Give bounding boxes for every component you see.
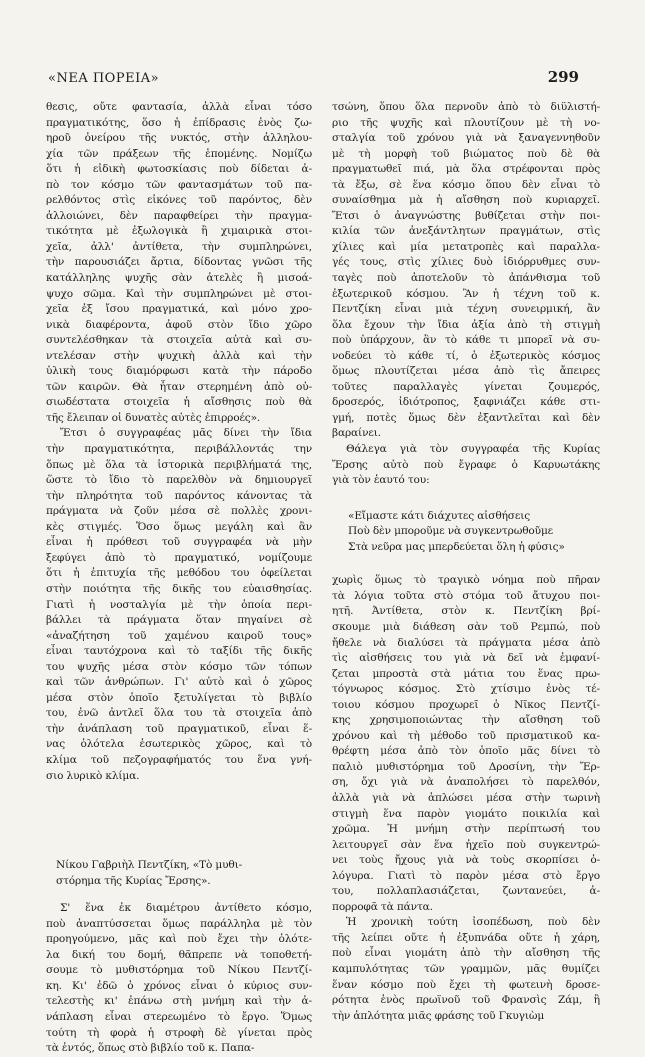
text-line: ὑλικὴ τους διαμόρφωσι κατὰ τὴν πάροδο — [46, 365, 312, 378]
text-line: σιωδέστατα στοιχεῖα ἡ αἴσθησις ποὺ θὰ — [46, 396, 312, 409]
text-line: σταλγία τοῦ χρόνου γιὰ νὰ ξαναγεννηθοῦν — [332, 132, 600, 145]
text-line: ὅτι ἡ ἐπιτυχία τῆς μεθόδου του ὀφείλεται — [46, 567, 312, 580]
text-line: χρῶμα. Ἡ μνήμη στὴν περίπτωσή του — [332, 823, 600, 836]
text-line: τὴν πληρότητα τοῦ παρόντος κάνοντας τὰ — [46, 489, 312, 502]
text-line: θρέφτη μέσα ἀπὸ τὸν ὁποῖο μᾶς δίνει τὸ — [332, 745, 600, 758]
right-column — [332, 100, 600, 1024]
text-line: σκουμε μιὰ διάθεση σὰν τοῦ Ρεμπώ, ποὺ — [332, 620, 600, 633]
text-line: εἶναι ταυτόχρονα καὶ τὸ ταξίδι τῆς δικῆς — [46, 645, 312, 658]
review-title-line-1: Νίκου Γαβριὴλ Πεντζίκη, «Τὸ μυθι- — [56, 859, 243, 872]
left-paragraph-2 — [46, 426, 312, 784]
text-line: Γιατὶ ἡ νοσταλγία μὲ τὴν ὁποία περι- — [46, 598, 312, 611]
text-line: πορροφᾶ τὰ πάντα. — [332, 900, 433, 913]
text-line: νοδεύει τὸ κάθε τί, ὁ ἐξωτερικὸς κόσμος — [332, 349, 600, 362]
text-line: μὲ τὴ μορφὴ τοῦ βιώματος ποὺ δὲ θὰ — [332, 147, 600, 160]
text-line: τὴν πραγματικότητα, περιβάλλοντάς την — [46, 443, 312, 456]
text-line: χίλιες καὶ μία μετατροπὲς καὶ παραλλα- — [332, 240, 600, 253]
text-line: ὅτι ἡ εἰδικὴ φωτοσκίασις ποὺ δίδεται ἀ- — [46, 163, 312, 176]
right-paragraph-4 — [332, 915, 600, 1024]
text-line: Ἔτσι ὁ ἀναγνώστης βυθίζεται στὴν ποι- — [332, 209, 600, 222]
left-paragraph-3 — [46, 901, 312, 1056]
text-line: γές τους, στὶς χίλιες δυὸ ἰδιόρρυθμες συν- — [332, 256, 600, 269]
text-line: του, πολλαπλασιάζεται, ζωντανεύει, ἀ- — [332, 885, 600, 898]
text-line: βάλλει τὰ πράγματα ὅταν πηγαίνει σὲ — [46, 614, 312, 627]
text-line: ἕναν κόσμο ποὺ ἔχει τὴ φωτεινὴ δροσε- — [332, 978, 600, 991]
text-line: ταγὲς ποὺ ἀποτελοῦν τὸ ἀπάνθισμα τοῦ — [332, 272, 600, 285]
text-line: τούτη τὴ φορὰ ἡ στροφὴ δὲ γίνεται πρὸς — [46, 1026, 312, 1039]
text-line: τὴν ἁπλότητα μιᾶς φράσης τοῦ Γκυγιὼμ — [332, 1009, 545, 1022]
text-line: νάπλαση εἶναι στερεωμένο τὸ ἔργο. Ὅμως — [46, 1010, 312, 1023]
text-line: τῶν καιρῶν. Θὰ ἦταν στερημένη ἀπὸ οὐ- — [46, 380, 312, 393]
text-line: ζεται μπροστὰ στὰ μάτια του ἕνας πρω- — [332, 667, 600, 680]
text-line: τοῦτες παραλλαγὲς γίνεται ζουμερός, — [332, 380, 600, 393]
text-line: ποὺ εἶναι γιομάτη ἀπὸ τὴν αἴσθηση τῆς — [332, 947, 600, 960]
text-line: ποὺ ἀναπτύσσεται ὅμως παράλληλα μὲ τὸν — [46, 917, 312, 930]
text-line: προηγούμενο, μᾶς καὶ ποὺ ἔχει τὴν ὁλότε- — [46, 933, 312, 946]
quote-line: Ποὺ δὲν μποροῦμε νὰ συγκεντρωθοῦμε — [348, 525, 554, 538]
text-line: κλίμα τοῦ πεζογραφήματός του ἕνα γνή- — [46, 753, 312, 766]
text-line: τὶς αἰσθήσεις του γιὰ νὰ δεῖ νὰ ἐμφανί- — [332, 652, 600, 665]
quote-line: «Εἴμαστε κάτι διάχυτες αἰσθήσεις — [348, 509, 530, 522]
text-line: κὲς στιγμές. Ὅσο ὅμως μεγάλη καὶ ἂν — [46, 520, 312, 533]
text-line: Ἡ χρονικὴ τούτη ἰσοπέδωση, ποὺ δὲν — [346, 916, 600, 929]
text-line: Θάλεγα γιὰ τὸν συγγραφέα τῆς Κυρίας — [346, 443, 600, 456]
text-line: ἤθελε νὰ διαλύσει τὰ πράγματα μέσα ἀπὸ — [332, 636, 600, 649]
text-line: πὸ τον κόσμο τῶν φαντασμάτων τοῦ πα- — [46, 178, 312, 191]
text-line: τὰ λόγια τοῦτα στὸ στόμα τοῦ ἄτυχου ποι- — [332, 589, 600, 602]
text-line: λειτουργεῖ σὰν ἕνα ἠχεῖο ποὺ συγκεντρώ- — [332, 838, 600, 851]
text-line: τόγνωρος κόσμος. Στὸ χτίσιμο ἑνὸς τέ- — [332, 683, 600, 696]
karyotakis-quote — [332, 509, 600, 556]
text-line: ἀλλοιώνει, δὲν παραφθείρει τὴν πραγμα- — [46, 209, 312, 222]
text-line: ρότητα ἑνὸς πρωϊνοῦ τοῦ Φρανσὶς Ζάμ, ἢ — [332, 994, 600, 1007]
text-line: ποὺ ὑπάρχουν, ἂν τὸ κάθε τι μπορεῖ νὰ συ- — [332, 334, 600, 347]
text-line: συναίσθημα μὰ ἡ αἴσθηση ποὺ κυριαρχεῖ. — [332, 194, 600, 207]
text-line: κιλία τῶν ἀνεξάντλητων πραγμάτων, στὶς — [332, 225, 600, 238]
text-line: ση, ὄχι γιὰ νὰ ἀναπολήσει τὸ παρελθόν, — [332, 776, 600, 789]
text-line: σιο λυρικὸ κλίμα. — [46, 769, 140, 782]
text-line: ρελθόντος στὶς εἰκόνες τοῦ παρόντος, δὲν — [46, 194, 312, 207]
text-line: νικὰ διαφέροντα, ἀφοῦ στὸν ἴδιο χῶρο — [46, 318, 312, 331]
text-line: ἀλλὰ γιὰ νὰ ἁπλώσει μέσα στὴν τωρινὴ — [332, 791, 600, 804]
text-line: Ἔτσι ὁ συγγραφέας μᾶς δίνει τὴν ἴδια — [60, 427, 312, 440]
text-line: τσώνη, ὅπου ὅλα περνοῦν ἀπὸ τὸ διϋλιστή- — [332, 101, 600, 113]
text-line: ὅμως πλουτίζεται μέσα ἀπὸ τὶς ἄπειρες — [332, 365, 600, 378]
text-line: ὅλα ἔχουν τὴν ἴδια ἀξία ἀπὸ τὴ στιγμὴ — [332, 318, 600, 331]
text-line: ὅπως μὲ ὅλα τὰ ἱστορικὰ περιβλήματά της, — [46, 458, 312, 471]
text-line: πράγματα νὰ ζοῦν μέσα σὲ πολλὲς χρονι- — [46, 505, 312, 518]
review-title-line-2: στόρημα τῆς Κυρίας Ἔρσης». — [56, 874, 211, 887]
right-paragraph-3 — [332, 573, 600, 915]
text-line: ὥστε τὸ ἴδιο τὸ παρελθὸν νὰ δημιουργεῖ — [46, 474, 312, 487]
text-line: ψυχο σῶμα. Καὶ τὴν συμπληρώνει μὲ στοι- — [46, 287, 312, 300]
text-line: γμή, ποτὲς ὅμως δὲν ἐξαντλεῖται καὶ δὲν — [332, 411, 600, 424]
text-line: σουμε τὸ μυθιστόρημα τοῦ Νίκου Πεντζί- — [46, 964, 312, 977]
text-line: τὴν ἀνάπλαση τοῦ πραγματικοῦ, εἶναι ἕ- — [46, 722, 312, 735]
text-line: νας ὁλότελα ἐσωτερικὸς χῶρος, καὶ τὸ — [46, 738, 312, 751]
text-line: πραγματωθεῖ πιά, μὰ ὅλα στρέφονται πρὸς — [332, 163, 600, 176]
text-line: ντελέσαν στὴν ψυχικὴ ἀλλὰ καὶ τὴν — [46, 349, 312, 362]
text-line: παλιὸ μυθιστόρημα τοῦ Δροσίνη, τὴν Ἔρ- — [332, 760, 600, 773]
text-line: θεσις, οὔτε φαντασία, ἀλλὰ εἶναι τόσο — [46, 101, 312, 113]
text-line: ριο τῆς ψυχῆς καὶ πλουτίζουν μὲ τὴ νο- — [332, 116, 600, 129]
text-line: λα δική του δομή, θᾶπρεπε νὰ τοποθετή- — [46, 948, 312, 961]
text-line: κη. Κι' ἐδῶ ὁ χρόνος εἶναι ὁ κύριος συν- — [46, 979, 312, 992]
left-paragraph-1 — [46, 100, 312, 426]
text-line: τελεστὴς κι' ἐπάνω στὴ μνήμη καὶ τὴν ἀ- — [46, 995, 312, 1008]
text-line: χεῖα ἐξ ἴσου πραγματικά, καὶ μόνο χρο- — [46, 303, 312, 316]
text-line: καὶ τῶν ἀνθρώπων. Γι' αὐτὸ καὶ ὁ χῶρος — [46, 676, 312, 689]
text-line: συντελέσθηκαν τὰ στοιχεῖα αὐτὰ καὶ συ- — [46, 334, 312, 347]
right-paragraph-1 — [332, 100, 600, 442]
text-line: κατάλληλης ψυχῆς σὰν ἀτελὲς ἢ μισοά- — [46, 272, 312, 285]
text-line: τὰ ἔξω, σὲ ἕνα κόσμο ὅπου δὲν εἶναι τὸ — [332, 178, 600, 191]
text-line: δροσερός, ἰδιότροπος, ξαφνιάζει κάθε στι- — [332, 396, 600, 409]
text-line: χωρὶς ὅμως τὸ τραγικὸ νόημα ποὺ πῆραν — [332, 574, 600, 587]
text-line: Ἔρσης αὐτὸ ποὺ ἔγραφε ὁ Καρυωτάκης — [332, 458, 600, 471]
text-line: κης χρησιμοποιώντας τὴν αἴσθηση τοῦ — [332, 714, 600, 727]
text-line: τὴν παρουσιάζει ἄρτια, δίδοντας γνῶσι τῆς — [46, 256, 312, 269]
left-column — [46, 100, 312, 1057]
text-line: νει τοὺς ἤχους γιὰ νὰ τοὺς σκορπίσει ὁ- — [332, 854, 600, 867]
running-header: «ΝΕΑ ΠΟΡΕΙΑ» — [48, 71, 160, 86]
text-line: Σ' ἕνα ἐκ διαμέτρου ἀντίθετο κόσμο, — [60, 902, 312, 915]
text-line: ξεφύγει ἀπὸ τὸ πραγματικό, νομίζουμε — [46, 551, 312, 564]
text-line: χία τῶν πράξεων τῆς ἑπομένης. Νομίζω — [46, 147, 312, 160]
text-line: εἶναι ἡ πρόθεσι τοῦ συγγραφέα νὰ μὴν — [46, 536, 312, 549]
text-line: Πεντζίκη εἶναι μιὰ τέχνη συνειρμική, ἂν — [332, 303, 600, 316]
text-line: χεῖα, ἀλλ' ἀντίθετα, τὴν συμπληρώνει, — [46, 240, 312, 253]
text-line: χρόνου καὶ τὴ μέθοδο τοῦ πρισματικοῦ κα- — [332, 729, 600, 742]
text-line: γιὰ τὸν ἑαυτό του: — [332, 474, 430, 487]
text-line: του, ἐνῶ ἀντλεῖ ὅλα του τὰ στοιχεῖα ἀπὸ — [46, 707, 312, 720]
text-line: τῆς λείπει οὔτε ἡ ἐξυπνάδα οὔτε ἡ χάρη, — [332, 931, 600, 944]
text-line: στιγμὴ ἕνα παρὸν γιομάτο ποικιλία καὶ — [332, 807, 600, 820]
text-line: τοιου κόσμου προχωρεῖ ὁ Νῖκος Πεντζί- — [332, 698, 600, 711]
quote-line: Στὰ νεῦρα μας μπερδεύεται ὅλη ἡ φύσις» — [348, 540, 565, 553]
text-line: βαραίνει. — [332, 427, 381, 440]
text-line: ητῆ. Ἀντίθετα, στὸν κ. Πεντζίκη βρί- — [332, 605, 600, 618]
right-paragraph-2 — [332, 442, 600, 489]
text-line: του ψυχῆς μέσα στὸν κόσμο τῶν τόπων — [46, 660, 312, 673]
text-line: ηροῦ ὀνείρου τῆς νυκτός, στὴν ἀλληλου- — [46, 132, 312, 145]
text-line: λόγυρα. Γιατὶ τὸ παρὸν μέσα στὸ ἔργο — [332, 869, 600, 882]
text-line: πραγματικότης, ὅσο ἡ ἐπίδρασις ἑνὸς ζω- — [46, 116, 312, 129]
text-line: τῆς ἔλειπαν οἱ δυνατὲς αὐτὲς ἐπιρροές». — [46, 411, 261, 424]
text-line: καμπυλότητας τῶν γραμμῶν, μᾶς θυμίζει — [332, 962, 600, 975]
text-line: «ἀναζήτηση τοῦ χαμένου καιροῦ τους» — [46, 629, 312, 642]
text-line: μέσα στὸν ὁποῖο ξετυλίγεται τὸ βιβλίο — [46, 691, 312, 704]
page-number: 299 — [547, 68, 579, 86]
text-line: στὴν ποιότητα τῆς δικῆς του εὐαισθησίας. — [46, 582, 312, 595]
text-line: ἐξωτερικοῦ κόσμου. Ἂν ἡ τέχνη τοῦ κ. — [332, 287, 600, 300]
text-line: τὰ ἐντός, ὅπως στὸ βιβλίο τοῦ κ. Παπα- — [46, 1042, 255, 1055]
text-line: τικότητα μὲ ἐξωλογικὰ ἢ χιμαιρικὰ στοι- — [46, 225, 312, 238]
